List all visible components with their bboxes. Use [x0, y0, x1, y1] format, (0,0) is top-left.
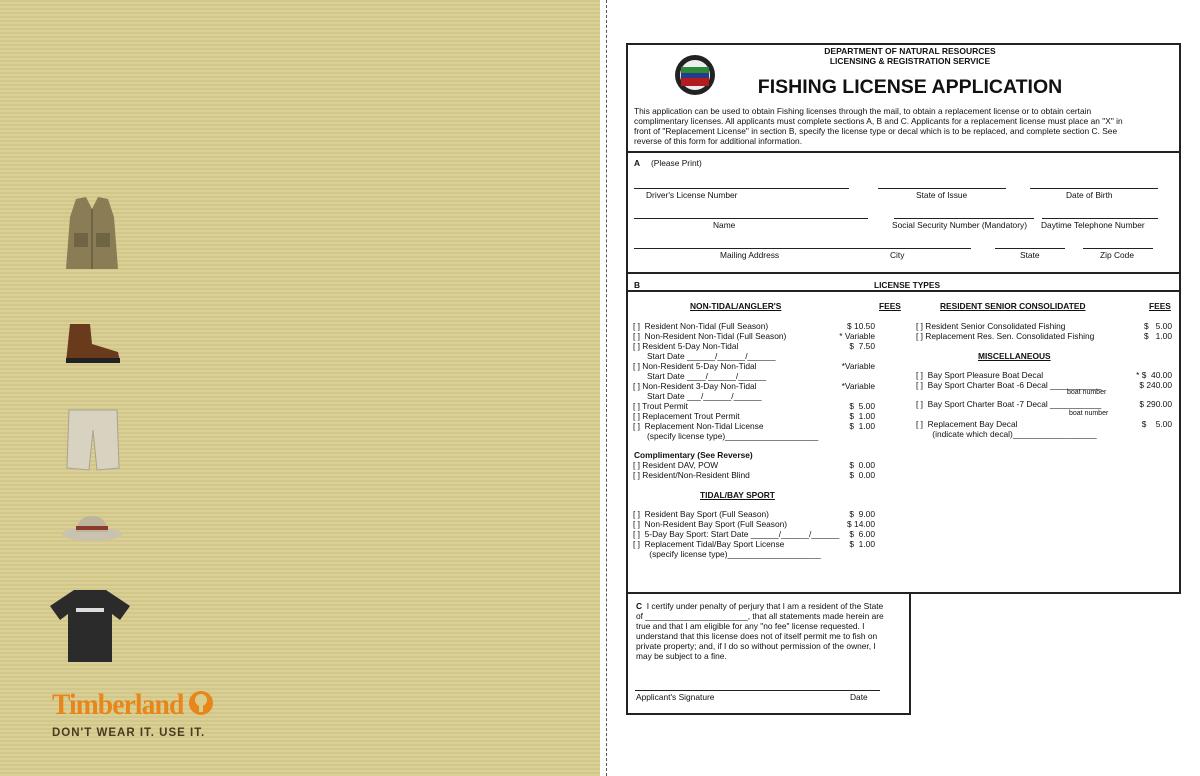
- drivers-license-field[interactable]: [634, 188, 849, 189]
- agency-name: DEPARTMENT OF NATURAL RESOURCES: [824, 46, 996, 56]
- field-label: Zip Code: [1100, 250, 1134, 260]
- license-option[interactable]: [ ] Bay Sport Charter Boat -6 Decal ___________: [916, 380, 1102, 390]
- fees-header: FEES: [1149, 301, 1171, 311]
- license-option[interactable]: Start Date ______/______/______: [633, 351, 776, 361]
- tshirt-image: [48, 588, 132, 664]
- intro-line: This application can be used to obtain Fishing licenses through the mail, to obtain a replacement license or to obtain certain: [634, 106, 1092, 116]
- license-fee: $ 5.00: [1141, 419, 1172, 429]
- license-option[interactable]: [ ] Resident Senior Consolidated Fishing: [916, 321, 1066, 331]
- license-option[interactable]: [ ] Resident Bay Sport (Full Season): [633, 509, 769, 519]
- license-option[interactable]: [ ] Non-Resident 5-Day Non-Tidal: [633, 361, 757, 371]
- boat-number-label: boat number: [1069, 410, 1109, 417]
- field-label: Daytime Telephone Number: [1041, 220, 1145, 230]
- field-label: City: [890, 250, 905, 260]
- name-field[interactable]: [634, 218, 868, 219]
- senior-header: RESIDENT SENIOR CONSOLIDATED: [940, 301, 1086, 311]
- certification-line: I certify under penalty of perjury that I am a resident of the State: [646, 601, 884, 611]
- tree-logo-icon: [188, 690, 214, 716]
- license-fee: $ 290.00: [1139, 399, 1172, 409]
- state-of-issue-field[interactable]: [878, 188, 1006, 189]
- hat-image: [60, 512, 124, 548]
- boot-image: [62, 322, 122, 364]
- tagline: DON'T WEAR IT. USE IT.: [52, 727, 206, 739]
- license-fee: $ 14.00: [847, 519, 875, 529]
- license-fee: $ 6.00: [849, 529, 875, 539]
- license-fee: $ 240.00: [1139, 380, 1172, 390]
- certification-line: of ______________________, that all statements made herein are: [636, 611, 884, 621]
- field-label: Driver's License Number: [646, 190, 738, 200]
- license-option[interactable]: [ ] Replacement Non-Tidal License: [633, 421, 764, 431]
- license-option[interactable]: [ ] Resident DAV, POW: [633, 460, 719, 470]
- timberland-logo: Timberland: [52, 688, 184, 721]
- perforation-line: [606, 0, 607, 776]
- field-label: Social Security Number (Mandatory): [892, 220, 1027, 230]
- field-label: Date of Birth: [1066, 190, 1113, 200]
- certification-line: true and that I am eligible for any "no fee" license requested. I: [636, 621, 865, 631]
- agency-seal-icon: [673, 53, 717, 97]
- license-option[interactable]: Start Date ___/______/______: [633, 391, 762, 401]
- license-fee: $ 0.00: [849, 460, 875, 470]
- license-option[interactable]: [ ] Replacement Trout Permit: [633, 411, 740, 421]
- license-option[interactable]: [ ] Replacement Bay Decal: [916, 419, 1018, 429]
- license-fee: $ 1.00: [1144, 331, 1172, 341]
- boat-number-label: boat number: [1067, 389, 1107, 396]
- license-option[interactable]: [ ] Bay Sport Pleasure Boat Decal: [916, 370, 1044, 380]
- section-b-letter: B: [634, 280, 641, 290]
- license-fee: * $ 40.00: [1136, 370, 1172, 380]
- license-fee: $ 5.00: [849, 401, 875, 411]
- license-option[interactable]: (specify license type)____________________: [633, 549, 821, 559]
- section-a-letter: A: [634, 158, 641, 168]
- nontidal-header: NON-TIDAL/ANGLER'S: [690, 301, 782, 311]
- license-fee: $ 1.00: [849, 539, 875, 549]
- license-fee: $ 0.00: [849, 470, 875, 480]
- vest-image: [62, 195, 122, 273]
- license-fee: $ 1.00: [849, 421, 875, 431]
- license-fee: *Variable: [841, 361, 875, 371]
- signature-label: Applicant's Signature: [636, 692, 715, 702]
- ssn-field[interactable]: [894, 218, 1034, 219]
- license-option[interactable]: (indicate which decal)__________________: [916, 429, 1097, 439]
- field-label: Name: [713, 220, 736, 230]
- license-fee: *Variable: [841, 381, 875, 391]
- mailing-address-field[interactable]: [634, 248, 971, 249]
- service-name: LICENSING & REGISTRATION SERVICE: [829, 56, 991, 66]
- certification-line: may be subject to a fine.: [636, 651, 727, 661]
- license-option[interactable]: (specify license type)____________________: [633, 431, 819, 441]
- license-option[interactable]: [ ] Replacement Res. Sen. Consolidated Fishing: [916, 331, 1095, 341]
- section-c-letter: C: [636, 601, 643, 611]
- license-option[interactable]: [ ] Non-Resident 3-Day Non-Tidal: [633, 381, 757, 391]
- license-option[interactable]: [ ] Non-Resident Bay Sport (Full Season): [633, 519, 788, 529]
- intro-line: reverse of this form for additional information.: [634, 136, 803, 146]
- license-option[interactable]: [ ] Trout Permit: [633, 401, 688, 411]
- section-a-note: (Please Print): [651, 158, 702, 168]
- license-option[interactable]: [ ] Resident/Non-Resident Blind: [633, 470, 750, 480]
- misc-header: MISCELLANEOUS: [978, 351, 1051, 361]
- telephone-field[interactable]: [1042, 218, 1158, 219]
- certification-line: private property; and, if I do so without permission of the owner, I: [636, 641, 876, 651]
- license-option[interactable]: [ ] Resident 5-Day Non-Tidal: [633, 341, 739, 351]
- field-label: State: [1020, 250, 1040, 260]
- license-fee: $ 10.50: [847, 321, 875, 331]
- certification-line: understand that this license does not of itself permit me to fish on: [636, 631, 878, 641]
- field-label: State of Issue: [916, 190, 968, 200]
- date-of-birth-field[interactable]: [1030, 188, 1158, 189]
- fees-header: FEES: [879, 301, 901, 311]
- form-title: FISHING LICENSE APPLICATION: [757, 76, 1063, 98]
- license-fee: $ 9.00: [849, 509, 875, 519]
- shorts-image: [65, 408, 121, 472]
- complimentary-header: Complimentary (See Reverse): [634, 450, 753, 460]
- license-option[interactable]: [ ] Resident Non-Tidal (Full Season): [633, 321, 769, 331]
- section-b-title: LICENSE TYPES: [873, 280, 941, 290]
- date-label: Date: [850, 692, 868, 702]
- intro-line: complimentary licenses. All applicants must complete sections A, B and C. Applicants for a replacement license must place an "X" in: [634, 116, 1123, 126]
- license-option[interactable]: [ ] Replacement Tidal/Bay Sport License: [633, 539, 785, 549]
- state-field[interactable]: [995, 248, 1065, 249]
- license-fee: $ 5.00: [1144, 321, 1172, 331]
- license-fee: $ 7.50: [849, 341, 875, 351]
- license-option[interactable]: [ ] Bay Sport Charter Boat -7 Decal ___________: [916, 399, 1102, 409]
- field-label: Mailing Address: [720, 250, 780, 260]
- zip-code-field[interactable]: [1083, 248, 1153, 249]
- license-option[interactable]: [ ] Non-Resident Non-Tidal (Full Season): [633, 331, 787, 341]
- tidal-header: TIDAL/BAY SPORT: [700, 490, 775, 500]
- license-option[interactable]: Start Date ____/______/______: [633, 371, 767, 381]
- signature-field[interactable]: [635, 690, 880, 691]
- intro-line: front of "Replacement License" in section B, specify the license type or decal which is to be replaced, and complete section C. See: [634, 126, 1118, 136]
- license-fee: $ 1.00: [849, 411, 875, 421]
- license-option[interactable]: [ ] 5-Day Bay Sport: Start Date ______/______/______: [633, 529, 840, 539]
- license-fee: * Variable: [839, 331, 875, 341]
